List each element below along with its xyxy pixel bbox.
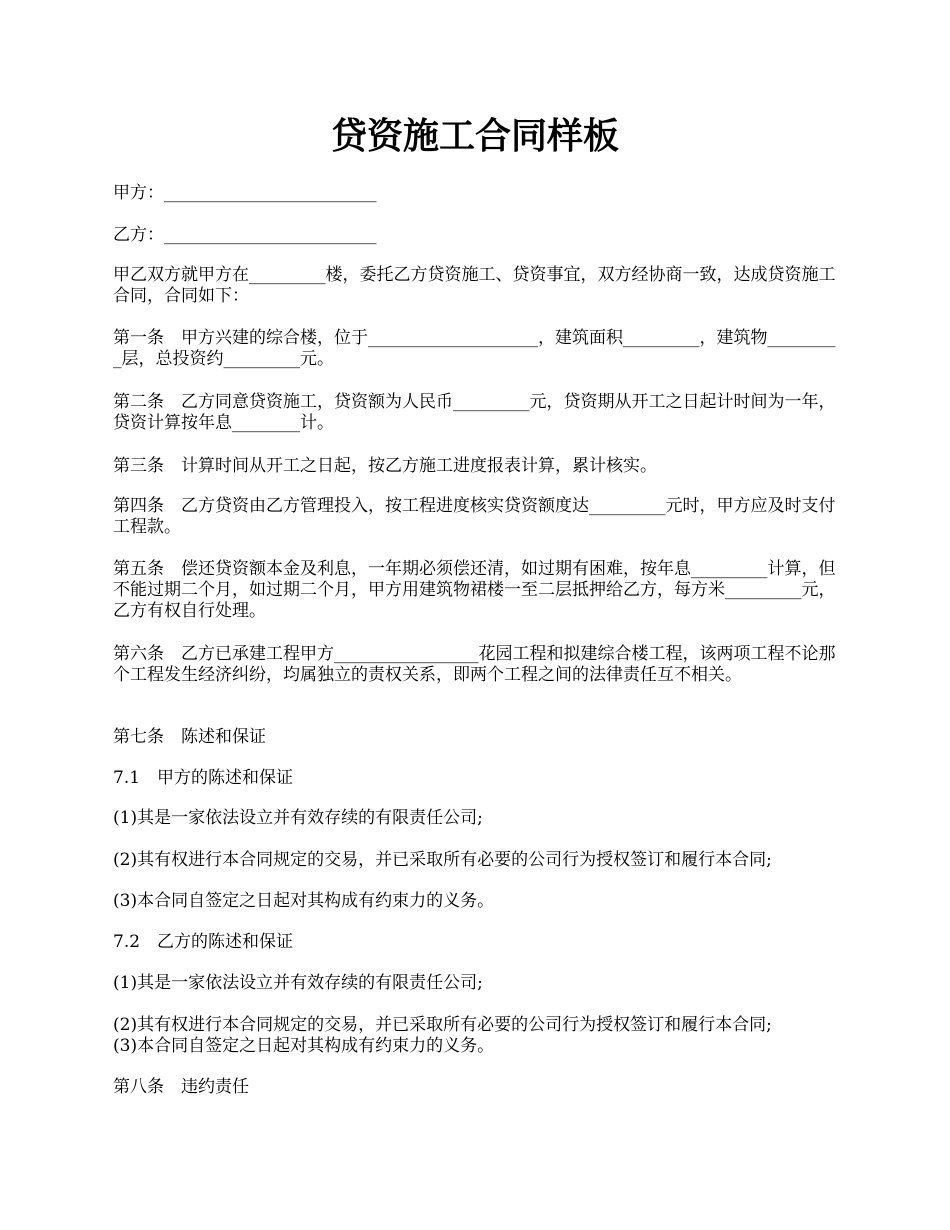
section-7-2-item-2: (2)其有权进行本合同规定的交易，并已采取所有必要的公司行为授权签订和履行本合同; — [113, 1015, 772, 1035]
section-7-2-item-3: (3)本合同自签定之日起对其构成有约束力的义务。 — [113, 1036, 495, 1056]
article-5-paragraph: 第五条 偿还贷资额本金及利息，一年期必须偿还清，如过期有困难，按年息_________计算，但不能过期二个月，如过期二个月，甲方用建筑物裙楼一至二层抵押给乙方，每方米_________元，乙方有权自行处理。 — [113, 559, 836, 621]
section-7-1-heading: 7.1 甲方的陈述和保证 — [113, 768, 294, 788]
article-8-heading: 第八条 违约责任 — [113, 1077, 249, 1097]
document-title: 贷资施工合同样板 — [330, 115, 619, 157]
section-7-2-item-1: (1)其是一家依法设立并有效存续的有限责任公司; — [113, 973, 483, 993]
party-a-line: 甲方：_________________________ — [113, 183, 377, 203]
section-7-1-item-1: (1)其是一家依法设立并有效存续的有限责任公司; — [113, 808, 483, 828]
section-7-1-item-3: (3)本合同自签定之日起对其构成有约束力的义务。 — [113, 891, 495, 911]
article-6-paragraph: 第六条 乙方已承建工程甲方_________________花园工程和拟建综合楼工程，该两项工程不论那个工程发生经济纠纷，均属独立的责权关系，即两个工程之间的法律责任互不相关。 — [113, 644, 836, 685]
article-7-heading: 第七条 陈述和保证 — [113, 727, 266, 747]
section-7-1-item-2: (2)其有权进行本合同规定的交易，并已采取所有必要的公司行为授权签订和履行本合同; — [113, 850, 772, 870]
section-7-2-heading: 7.2 乙方的陈述和保证 — [113, 932, 294, 952]
party-b-line: 乙方：_________________________ — [113, 225, 377, 245]
article-4-paragraph: 第四条 乙方贷资由乙方管理投入，按工程进度核实贷资额度达_________元时，甲方应及时支付工程款。 — [113, 496, 836, 537]
article-1-paragraph: 第一条 甲方兴建的综合楼，位于____________________，建筑面积_________，建筑物_________层，总投资约_________元。 — [113, 328, 836, 369]
article-3-paragraph: 第三条 计算时间从开工之日起，按乙方施工进度报表计算，累计核实。 — [113, 456, 657, 476]
article-2-paragraph: 第二条 乙方同意贷资施工，贷资额为人民币_________元，贷资期从开工之日起计时间为一年，贷资计算按年息________计。 — [113, 392, 836, 433]
preamble-paragraph: 甲乙双方就甲方在_________楼，委托乙方贷资施工、贷资事宜，双方经协商一致，达成贷资施工合同，合同如下： — [113, 265, 836, 306]
